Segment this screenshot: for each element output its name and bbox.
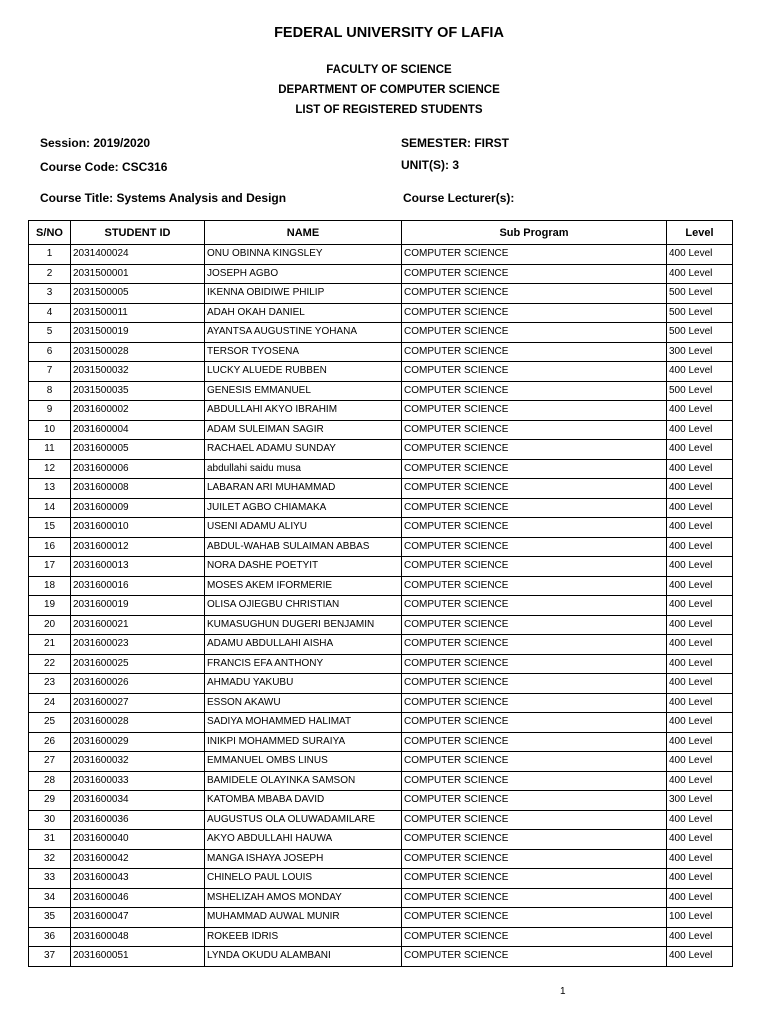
table-row	[29, 264, 733, 284]
sub-program-cell: COMPUTER SCIENCE	[402, 927, 667, 947]
student-id-cell: 2031600009	[71, 498, 205, 518]
sub-program-cell: COMPUTER SCIENCE	[402, 830, 667, 850]
level-cell: 400 Level	[667, 654, 733, 674]
sub-program-cell: COMPUTER SCIENCE	[402, 908, 667, 928]
sub-program-cell: COMPUTER SCIENCE	[402, 771, 667, 791]
student-id-cell: 2031500011	[71, 303, 205, 323]
table-row	[29, 693, 733, 713]
level-cell: 400 Level	[667, 674, 733, 694]
level-cell: 400 Level	[667, 752, 733, 772]
sub-program-cell: COMPUTER SCIENCE	[402, 752, 667, 772]
level-cell: 400 Level	[667, 713, 733, 733]
student-id-cell: 2031600034	[71, 791, 205, 811]
table-row	[29, 810, 733, 830]
student-id-cell: 2031600047	[71, 908, 205, 928]
sub-program-cell: COMPUTER SCIENCE	[402, 635, 667, 655]
name-cell: TERSOR TYOSENA	[205, 342, 402, 362]
level-cell: 400 Level	[667, 830, 733, 850]
name-cell: IKENNA OBIDIWE PHILIP	[205, 284, 402, 304]
student-id-cell: 2031600021	[71, 615, 205, 635]
table-row	[29, 869, 733, 889]
name-cell: MSHELIZAH AMOS MONDAY	[205, 888, 402, 908]
student-id-cell: 2031500035	[71, 381, 205, 401]
level-cell: 400 Level	[667, 459, 733, 479]
sub-program-cell: COMPUTER SCIENCE	[402, 479, 667, 499]
student-id-cell: 2031500019	[71, 323, 205, 343]
student-id-cell: 2031600033	[71, 771, 205, 791]
sno-cell: 1	[29, 245, 71, 265]
table-row	[29, 596, 733, 616]
name-cell: MOSES AKEM IFORMERIE	[205, 576, 402, 596]
level-cell: 400 Level	[667, 576, 733, 596]
table-row	[29, 401, 733, 421]
student-id-cell: 2031600032	[71, 752, 205, 772]
sno-cell: 5	[29, 323, 71, 343]
level-cell: 400 Level	[667, 927, 733, 947]
student-id-cell: 2031600016	[71, 576, 205, 596]
header-level: Level	[667, 221, 733, 245]
student-id-cell: 2031600029	[71, 732, 205, 752]
sno-cell: 37	[29, 947, 71, 967]
table-row	[29, 947, 733, 967]
level-cell: 400 Level	[667, 420, 733, 440]
name-cell: ADAMU ABDULLAHI AISHA	[205, 635, 402, 655]
level-cell: 400 Level	[667, 771, 733, 791]
name-cell: AKYO ABDULLAHI HAUWA	[205, 830, 402, 850]
table-row	[29, 557, 733, 577]
student-id-cell: 2031600042	[71, 849, 205, 869]
table-row	[29, 518, 733, 538]
table-row	[29, 342, 733, 362]
sub-program-cell: COMPUTER SCIENCE	[402, 440, 667, 460]
student-id-cell: 2031600040	[71, 830, 205, 850]
sno-cell: 7	[29, 362, 71, 382]
sno-cell: 15	[29, 518, 71, 538]
header-student-id: STUDENT ID	[71, 221, 205, 245]
table-row	[29, 635, 733, 655]
student-id-cell: 2031600019	[71, 596, 205, 616]
sno-cell: 20	[29, 615, 71, 635]
level-cell: 400 Level	[667, 440, 733, 460]
student-id-cell: 2031600005	[71, 440, 205, 460]
sno-cell: 13	[29, 479, 71, 499]
table-row	[29, 459, 733, 479]
sub-program-cell: COMPUTER SCIENCE	[402, 381, 667, 401]
name-cell: ADAM SULEIMAN SAGIR	[205, 420, 402, 440]
name-cell: GENESIS EMMANUEL	[205, 381, 402, 401]
name-cell: abdullahi saidu musa	[205, 459, 402, 479]
sno-cell: 8	[29, 381, 71, 401]
level-cell: 400 Level	[667, 849, 733, 869]
student-id-cell: 2031600012	[71, 537, 205, 557]
sub-program-cell: COMPUTER SCIENCE	[402, 420, 667, 440]
sno-cell: 4	[29, 303, 71, 323]
sub-program-cell: COMPUTER SCIENCE	[402, 459, 667, 479]
sub-program-cell: COMPUTER SCIENCE	[402, 596, 667, 616]
sno-cell: 21	[29, 635, 71, 655]
level-cell: 400 Level	[667, 479, 733, 499]
table-row	[29, 362, 733, 382]
table-row	[29, 908, 733, 928]
sno-cell: 14	[29, 498, 71, 518]
sub-program-cell: COMPUTER SCIENCE	[402, 576, 667, 596]
student-id-cell: 2031600013	[71, 557, 205, 577]
header-name: NAME	[205, 221, 402, 245]
table-row	[29, 615, 733, 635]
table-row	[29, 479, 733, 499]
sno-cell: 19	[29, 596, 71, 616]
sno-cell: 33	[29, 869, 71, 889]
name-cell: JUILET AGBO CHIAMAKA	[205, 498, 402, 518]
sno-cell: 6	[29, 342, 71, 362]
student-id-cell: 2031600051	[71, 947, 205, 967]
table-row	[29, 830, 733, 850]
student-id-cell: 2031600043	[71, 869, 205, 889]
student-id-cell: 2031600026	[71, 674, 205, 694]
sub-program-cell: COMPUTER SCIENCE	[402, 323, 667, 343]
sub-program-cell: COMPUTER SCIENCE	[402, 810, 667, 830]
name-cell: AYANTSA AUGUSTINE YOHANA	[205, 323, 402, 343]
sno-cell: 11	[29, 440, 71, 460]
name-cell: BAMIDELE OLAYINKA SAMSON	[205, 771, 402, 791]
table-row	[29, 713, 733, 733]
semester-label: SEMESTER: FIRST	[401, 136, 510, 150]
sno-cell: 32	[29, 849, 71, 869]
sno-cell: 12	[29, 459, 71, 479]
name-cell: LUCKY ALUEDE RUBBEN	[205, 362, 402, 382]
sno-cell: 28	[29, 771, 71, 791]
list-title: LIST OF REGISTERED STUDENTS	[295, 104, 483, 116]
course-lecturer-label: Course Lecturer(s):	[403, 191, 515, 205]
level-cell: 400 Level	[667, 810, 733, 830]
table-row	[29, 323, 733, 343]
sub-program-cell: COMPUTER SCIENCE	[402, 713, 667, 733]
university-title: FEDERAL UNIVERSITY OF LAFIA	[274, 25, 504, 41]
sno-cell: 24	[29, 693, 71, 713]
table-row	[29, 791, 733, 811]
table-row	[29, 927, 733, 947]
name-cell: CHINELO PAUL LOUIS	[205, 869, 402, 889]
sub-program-cell: COMPUTER SCIENCE	[402, 264, 667, 284]
sno-cell: 16	[29, 537, 71, 557]
name-cell: MANGA ISHAYA JOSEPH	[205, 849, 402, 869]
sub-program-cell: COMPUTER SCIENCE	[402, 342, 667, 362]
table-header-row	[29, 221, 733, 245]
table-row	[29, 752, 733, 772]
student-id-cell: 2031600006	[71, 459, 205, 479]
sno-cell: 10	[29, 420, 71, 440]
student-id-cell: 2031600027	[71, 693, 205, 713]
sub-program-cell: COMPUTER SCIENCE	[402, 888, 667, 908]
course-title-label: Course Title: Systems Analysis and Design	[40, 191, 287, 205]
level-cell: 400 Level	[667, 362, 733, 382]
sub-program-cell: COMPUTER SCIENCE	[402, 674, 667, 694]
name-cell: AHMADU YAKUBU	[205, 674, 402, 694]
level-cell: 400 Level	[667, 615, 733, 635]
table-row	[29, 849, 733, 869]
name-cell: KATOMBA MBABA DAVID	[205, 791, 402, 811]
level-cell: 400 Level	[667, 869, 733, 889]
student-id-cell: 2031600036	[71, 810, 205, 830]
name-cell: NORA DASHE POETYIT	[205, 557, 402, 577]
sub-program-cell: COMPUTER SCIENCE	[402, 615, 667, 635]
level-cell: 400 Level	[667, 888, 733, 908]
level-cell: 100 Level	[667, 908, 733, 928]
name-cell: SADIYA MOHAMMED HALIMAT	[205, 713, 402, 733]
units-label: UNIT(S): 3	[401, 158, 459, 172]
header-sub-program: Sub Program	[402, 221, 667, 245]
sno-cell: 25	[29, 713, 71, 733]
registered-students-table	[28, 220, 733, 967]
name-cell: ABDULLAHI AKYO IBRAHIM	[205, 401, 402, 421]
sub-program-cell: COMPUTER SCIENCE	[402, 362, 667, 382]
level-cell: 400 Level	[667, 518, 733, 538]
student-id-cell: 2031600048	[71, 927, 205, 947]
sub-program-cell: COMPUTER SCIENCE	[402, 849, 667, 869]
sub-program-cell: COMPUTER SCIENCE	[402, 791, 667, 811]
table-row	[29, 771, 733, 791]
name-cell: MUHAMMAD AUWAL MUNIR	[205, 908, 402, 928]
sno-cell: 9	[29, 401, 71, 421]
department-title: DEPARTMENT OF COMPUTER SCIENCE	[278, 84, 500, 96]
table-row	[29, 284, 733, 304]
sno-cell: 26	[29, 732, 71, 752]
student-id-cell: 2031600004	[71, 420, 205, 440]
student-id-cell: 2031600008	[71, 479, 205, 499]
sub-program-cell: COMPUTER SCIENCE	[402, 693, 667, 713]
sno-cell: 31	[29, 830, 71, 850]
sub-program-cell: COMPUTER SCIENCE	[402, 245, 667, 265]
student-id-cell: 2031600023	[71, 635, 205, 655]
sno-cell: 18	[29, 576, 71, 596]
sno-cell: 23	[29, 674, 71, 694]
sub-program-cell: COMPUTER SCIENCE	[402, 869, 667, 889]
level-cell: 500 Level	[667, 284, 733, 304]
course-code-label: Course Code: CSC316	[40, 160, 168, 174]
table-row	[29, 420, 733, 440]
level-cell: 400 Level	[667, 537, 733, 557]
table-row	[29, 888, 733, 908]
level-cell: 400 Level	[667, 693, 733, 713]
sub-program-cell: COMPUTER SCIENCE	[402, 654, 667, 674]
name-cell: JOSEPH AGBO	[205, 264, 402, 284]
sub-program-cell: COMPUTER SCIENCE	[402, 732, 667, 752]
level-cell: 500 Level	[667, 323, 733, 343]
name-cell: USENI ADAMU ALIYU	[205, 518, 402, 538]
table-row	[29, 674, 733, 694]
sub-program-cell: COMPUTER SCIENCE	[402, 401, 667, 421]
name-cell: OLISA OJIEGBU CHRISTIAN	[205, 596, 402, 616]
table-row	[29, 303, 733, 323]
name-cell: RACHAEL ADAMU SUNDAY	[205, 440, 402, 460]
sno-cell: 22	[29, 654, 71, 674]
name-cell: KUMASUGHUN DUGERI BENJAMIN	[205, 615, 402, 635]
student-id-cell: 2031400024	[71, 245, 205, 265]
sub-program-cell: COMPUTER SCIENCE	[402, 557, 667, 577]
header-sno: S/NO	[29, 221, 71, 245]
sub-program-cell: COMPUTER SCIENCE	[402, 537, 667, 557]
student-id-cell: 2031600028	[71, 713, 205, 733]
level-cell: 400 Level	[667, 245, 733, 265]
sub-program-cell: COMPUTER SCIENCE	[402, 947, 667, 967]
sno-cell: 2	[29, 264, 71, 284]
student-id-cell: 2031500001	[71, 264, 205, 284]
name-cell: LABARAN ARI MUHAMMAD	[205, 479, 402, 499]
sno-cell: 3	[29, 284, 71, 304]
name-cell: ADAH OKAH DANIEL	[205, 303, 402, 323]
level-cell: 400 Level	[667, 732, 733, 752]
level-cell: 400 Level	[667, 557, 733, 577]
name-cell: ONU OBINNA KINGSLEY	[205, 245, 402, 265]
student-id-cell: 2031600025	[71, 654, 205, 674]
name-cell: ROKEEB IDRIS	[205, 927, 402, 947]
sno-cell: 35	[29, 908, 71, 928]
sub-program-cell: COMPUTER SCIENCE	[402, 518, 667, 538]
sno-cell: 36	[29, 927, 71, 947]
student-id-cell: 2031500028	[71, 342, 205, 362]
level-cell: 400 Level	[667, 401, 733, 421]
level-cell: 500 Level	[667, 303, 733, 323]
student-id-cell: 2031500005	[71, 284, 205, 304]
name-cell: LYNDA OKUDU ALAMBANI	[205, 947, 402, 967]
name-cell: INIKPI MOHAMMED SURAIYA	[205, 732, 402, 752]
level-cell: 400 Level	[667, 498, 733, 518]
table-row	[29, 498, 733, 518]
sno-cell: 17	[29, 557, 71, 577]
sub-program-cell: COMPUTER SCIENCE	[402, 303, 667, 323]
sno-cell: 34	[29, 888, 71, 908]
table-row	[29, 576, 733, 596]
name-cell: AUGUSTUS OLA OLUWADAMILARE	[205, 810, 402, 830]
student-id-cell: 2031600002	[71, 401, 205, 421]
name-cell: ABDUL-WAHAB SULAIMAN ABBAS	[205, 537, 402, 557]
name-cell: FRANCIS EFA ANTHONY	[205, 654, 402, 674]
level-cell: 400 Level	[667, 264, 733, 284]
student-id-cell: 2031600010	[71, 518, 205, 538]
page-number: 1	[560, 986, 566, 997]
level-cell: 400 Level	[667, 947, 733, 967]
level-cell: 500 Level	[667, 381, 733, 401]
table-row	[29, 245, 733, 265]
sno-cell: 30	[29, 810, 71, 830]
table-row	[29, 381, 733, 401]
student-id-cell: 2031500032	[71, 362, 205, 382]
sub-program-cell: COMPUTER SCIENCE	[402, 284, 667, 304]
sno-cell: 29	[29, 791, 71, 811]
table-row	[29, 440, 733, 460]
name-cell: ESSON AKAWU	[205, 693, 402, 713]
table-row	[29, 537, 733, 557]
student-id-cell: 2031600046	[71, 888, 205, 908]
table-row	[29, 732, 733, 752]
sub-program-cell: COMPUTER SCIENCE	[402, 498, 667, 518]
sno-cell: 27	[29, 752, 71, 772]
level-cell: 300 Level	[667, 791, 733, 811]
session-label: Session: 2019/2020	[40, 136, 151, 150]
name-cell: EMMANUEL OMBS LINUS	[205, 752, 402, 772]
level-cell: 400 Level	[667, 635, 733, 655]
table-row	[29, 654, 733, 674]
level-cell: 300 Level	[667, 342, 733, 362]
level-cell: 400 Level	[667, 596, 733, 616]
faculty-title: FACULTY OF SCIENCE	[326, 64, 452, 76]
